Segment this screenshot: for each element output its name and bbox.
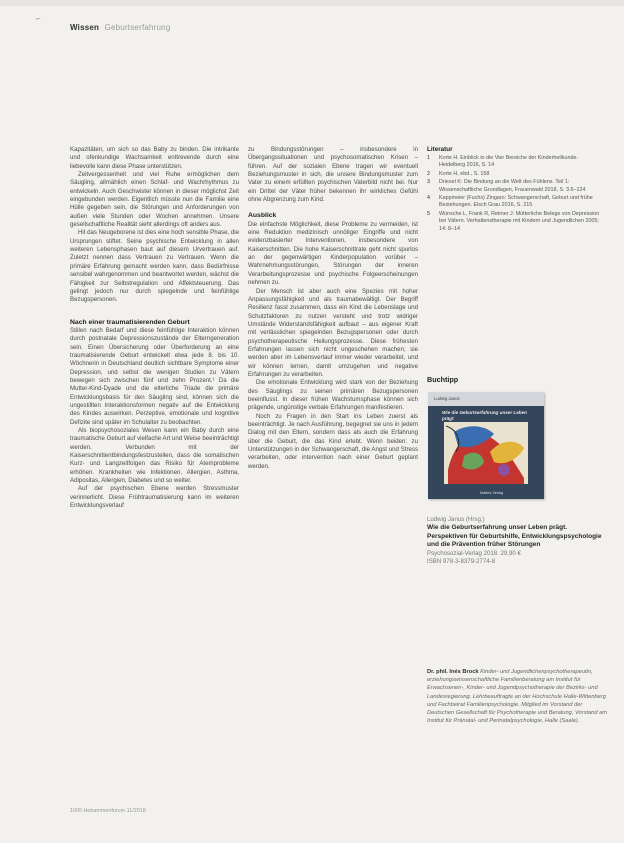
cover-author: Ludwig Janus [434,396,460,401]
page-footer: 1000 Hebammenforum 11/2018 [70,808,146,814]
paragraph: Noch zu Fragen in den Start ins Leben zuerst als beeinträchtigt. Je nach Ausführung, begegnet sie uns in jedem Dialog mit den Eltern, sondern dass als auch die Erfahrung über die Geburt, die das Kind erlebt. Wenn beiden: zu Unterstützungen in der Schwangerschaft, die Angst und Stress verarbeiten, oder intervention nach einer Geburt geplant werden. [248,412,418,470]
paragraph: Kapazitäten, um sich so das Baby zu binden. Die intrikante und ofenkundige Wachsamkeit enttrevende durch eine liebevolle kann diese Phase unterstützen. [70,146,239,170]
cover-artwork [444,422,528,484]
book-publisher: Psychosozial-Verlag 2018. 29,90 € [427,549,521,557]
literature-item [427,195,601,210]
paragraph: Zeitvergessenheit und viel Ruhe ermöglichen dem Säugling, allmählich einen Schlaf- und Wachrhythmus zu entwickeln. Auch Geschwister können in dieser möglichst Zeit eingebunden werden. Eigentlich müsste nun die Familie eine Hülle gegeben sein, die Störungen und Anforderungen von außen viele Stunden oder Wochen annehmen. Unsere gesellschaftliche Realität sieht allerdings oft anders aus. [70,171,239,229]
section-heading: Nach einer traumatisierenden Geburt [70,318,190,326]
paragraph: zu Bindungsstörungen – insbesondere in Übergangssituationen und psychosomatischen Krisen – führen. Auf der sozialen Ebene tragen wir eventuell Beziehungsmuster in sich, die unsere Bindungsmuster zum Vater zu einem erfüllten psychischen Vaterbild nicht bei. Nur ein Drittel der Väter früher bekennen ihr wirkliches Gefühl ohne Abgrenzung zum Kind. [248,146,418,204]
item-number: 1 [427,154,430,161]
literature-item [427,179,601,194]
item-number: 2 [427,170,430,177]
article-column-1 [70,146,239,510]
book-title: Wie die Geburtserfahrung unser Leben prägt. Perspektiven für Geburtshilfe, Entwicklungspsychologie und die Prävention früher Störungen [427,524,602,549]
article-column-2 [248,146,418,471]
book-cover-image [428,392,544,499]
literature-item [427,211,601,234]
header-section: Wissen [70,23,100,32]
item-text: Kappmeier (Fuchs) Zingaro: Schwangerschaft, Geburt und frühe Beziehungen. Elsch Grau 2016, S. 215 [439,194,593,209]
author-bio [427,668,607,725]
literature-item [427,155,601,170]
item-number: 5 [427,210,430,217]
author-description: Kinder- und Jugendlichenpsychotherapeutin, erziehungswissenschaftliche Familienberatung am Institut für Erwachsenen-, Kinder- und Jugendpsychotherapie der Bezirks- und Landesregierung. Lehrbeauftragte an der Hochschule Halle-Wittenberg und Fachbeirat Familienpsychologie. Mitglied im Vorstand der Deutschen Gesellschaft für Psychotherapie und Beratung, Vorstand am Institut für Pränatal- und Perinatalpsychologie, Halle (Saale). [427,669,607,725]
literature-title: Literatur [427,146,453,153]
section-heading: Ausblick [248,212,277,220]
item-number: 4 [427,194,430,201]
paragraph: Auf der psychischen Ebene werden Stressmuster verinnerlicht. Diese Frühtraumatisierung kann im weiteren Entwicklungsverlauf [70,485,239,510]
book-author: Ludwig Janus (Hrsg.) [427,516,485,523]
book-review [427,516,607,566]
paragraph: Die emotionale Entwicklung wird stark von der Beziehung des Säuglings zu seinen primären Bezugspersonen beeinflusst. In dieser frühen Wachstumsphase können sich prägende, ungünstige verbale Erfahrungen manifestieren. [248,379,418,412]
paragraph: Hit das Neugeborene ist dies eine hoch sensible Phase, die Ursprungen stiftet. Seine psychische Entwicklung in allen weiteren Lebensphasen baut auf diesem Urvertrauen auf. Zuletzt nennen dass Vertrauen zu Vertrauen. Wenn die primäre Erfahrung gemacht werden kann, dass Bedürfnisse sensibel wahrgenommen und beantwortet werden, wächst die Fähigkeit zur Selbstregulation und Affektsteuerung. Das gelingt jedoch nur durch spiegelnde und feinfühlige Bezugspersonen. [70,229,239,304]
item-text: Wünsche L, Frank R, Reimer J: Mütterliche Belege von Depression bei Vätern. Verhaltenstherapie mit Kindern und Jugendlichen 2005; 14: 8–14 [439,210,600,233]
paragraph: Die einfachste Möglichkeit, diese Probleme zu vermeiden, ist eine Reduktion medizinisch unnötiger Eingriffe und nicht evidenzbasierter Interventionen, insbesondere von Kaiserschnitten. Die hohe Kaiserschnittrate geht nicht spurlos an der gegenwärtigen Kinderpopulation vorüber – Wahrnehmungsstörungen, Störungen der inneren Verarbeitungsprozesse und psychische Folgeerscheinungen nehmen zu. [248,220,418,287]
item-text: Driesel K: Die Bindung an die Welt des Fühlens. Teil 1: Wissenschaftliche Grundlagen, Frauenwald 2018, S. 3.6–124 [439,178,586,193]
paragraph: Stillen nach Bedarf und diese feinfühlige Interaktion können durch postnatale Depressionszustände der Elterngeneration sein. Einen Übersicherung oder Überforderung an eine traumatisierende Geburt entwickelt etwa jede 8. bis 10. Wöchnerin in Deutschland deutlich sichtbare Symptome einer Depression, und selbst die wenigen Studien zu Vätern bewegen sich zwischen fünf und zehn Prozent.¹ Da die Mutter-Kind-Dyade und die elterliche Triade die primäre Entwicklungsbasis für den Säugling sind, können sich die ungestillten Interaktionsformen negativ auf die Entwicklung des Kindes auswirken. Perzeptive, emotionale und kognitive Defizite sind später im Schulalter zu beobachten. [70,326,239,426]
buchtipp-heading: Buchtipp [427,375,459,384]
literature-item [427,171,601,179]
corner-mark: ⌐ [36,14,41,23]
item-number: 3 [427,178,430,185]
author-name: Dr. phil. Inés Brock [427,669,479,675]
paragraph: Als biopsychosoziales Wesen kann ein Baby durch eine traumatische Geburt auf vielfache Art und Weise beeinträchtigt werden. Verbunden mit der Kaiserschnittentbindungsfestzustellen, dass die somatischen Kurz- und Langzeitfolgen das Risiko für Atemprobleme erhöhen. Krankheiten wie Infektionen, Allergien, Asthma, Adipositas, Allergien, Diabetes und so weiter. [70,427,239,485]
header-topic: Geburtserfahrung [104,23,171,32]
literature-list [427,155,601,234]
cover-publisher: Mattes Verlag [480,491,504,495]
page-edge [0,0,624,6]
paragraph: Der Mensch ist aber auch eine Spezies mit hoher Anpassungsfähigkeit und als traumabewältigt. Der Begriff Resilienz fasst zusammen, dass ein Kind die Lebenslage und Schutzfaktoren zu nutzen versteht und trotz widriger Umstände Widerstandsfähigkeit aufbaut – aus eigener Kraft mit verlässlichen spiegelnden Bezugspersonen oder durch psychotherapeutische Heilungsprozesse. Diese frühesten Erfahrungen lassen sich nicht ungeschehen machen; sie werden aber im Lebensverlauf immer wieder verarbeitet, und wir können lernen, damit umzugehen und negative Erfahrungen zu verarbeiten. [248,287,418,378]
item-text: Korte H. Einblick in die Vier Bereiche der Kinderheilkunde. Heidelberg 2016, S. 14 [439,154,578,169]
cover-title: Wie die Geburtserfahrung unser Leben prägt [442,410,527,421]
item-text: Korte H, ebd., S. 158 [439,170,490,177]
book-isbn: ISBN 978-3-8379-2774-8 [427,557,496,565]
literature-box [427,146,601,234]
page-header [70,23,170,32]
